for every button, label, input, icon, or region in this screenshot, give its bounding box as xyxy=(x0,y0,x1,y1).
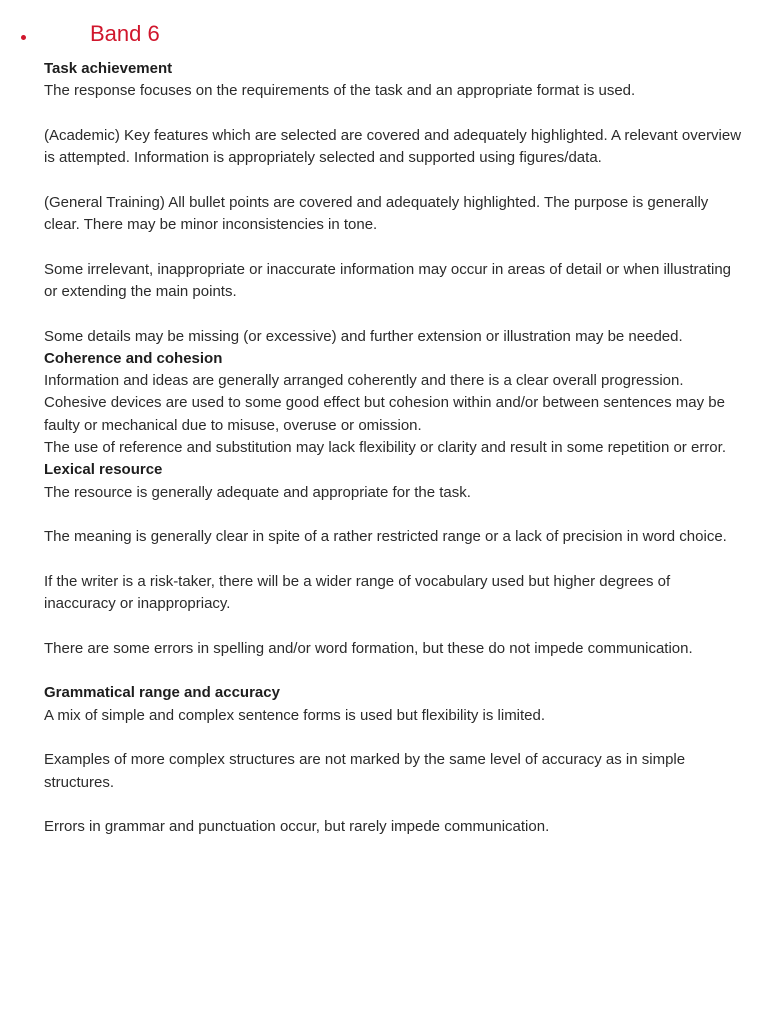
coherence-heading: Coherence and cohesion xyxy=(44,349,223,367)
task-achievement-paragraph: The response focuses on the requirements of the task and an appropriate format is used. xyxy=(44,82,636,100)
lexical-paragraph: The meaning is generally clear in spite of a rather restricted range or a lack of precision in word choice. xyxy=(44,528,727,546)
coherence-paragraph: The use of reference and substitution may lack flexibility or clarity and result in some repetition or error. xyxy=(44,439,726,457)
paragraph-gap xyxy=(44,303,744,325)
bullet-icon xyxy=(21,35,26,40)
band-header xyxy=(0,18,768,50)
paragraph-gap xyxy=(44,615,744,637)
band-title: Band 6 xyxy=(90,21,160,46)
lexical-paragraph: There are some errors in spelling and/or word formation, but these do not impede communication. xyxy=(44,639,693,657)
paragraph-gap xyxy=(44,169,744,191)
grammar-paragraph: A mix of simple and complex sentence forms is used but flexibility is limited. xyxy=(44,706,546,724)
paragraph-gap xyxy=(44,660,744,682)
lexical-paragraph: If the writer is a risk-taker, there will be a wider range of vocabulary used but higher degrees of inaccuracy or inappropriacy. xyxy=(44,572,671,613)
paragraph-gap xyxy=(44,727,744,749)
paragraph-gap xyxy=(44,549,744,571)
lexical-heading: Lexical resource xyxy=(44,461,163,479)
paragraph-gap xyxy=(44,504,744,526)
coherence-paragraph: Cohesive devices are used to some good effect but cohesion within and/or between sentences may be faulty or mechanical due to misuse, overuse or omission. xyxy=(44,394,725,434)
grammar-paragraph: Errors in grammar and punctuation occur, but rarely impede communication. xyxy=(44,818,550,836)
paragraph-gap xyxy=(44,236,744,258)
coherence-paragraph: Information and ideas are generally arranged coherently and there is a clear overall progression. xyxy=(44,372,684,390)
paragraph-gap xyxy=(44,794,744,816)
task-achievement-paragraph: Some details may be missing (or excessive) and further extension or illustration may be needed. xyxy=(44,327,683,345)
grammar-paragraph: Examples of more complex structures are not marked by the same level of accuracy as in simple structures. xyxy=(44,751,686,791)
grammar-heading: Grammatical range and accuracy xyxy=(44,684,280,702)
paragraph-gap xyxy=(44,103,744,125)
task-achievement-heading: Task achievement xyxy=(44,60,173,77)
task-achievement-paragraph: (General Training) All bullet points are covered and adequately highlighted. The purpose is generally clear. There may be minor inconsistencies in tone. xyxy=(44,193,709,234)
descriptor-content xyxy=(44,58,744,838)
lexical-paragraph: The resource is generally adequate and appropriate for the task. xyxy=(44,483,471,501)
task-achievement-paragraph: Some irrelevant, inappropriate or inaccurate information may occur in areas of detail or when illustrating or extending the main points. xyxy=(44,260,732,300)
task-achievement-paragraph: (Academic) Key features which are selected are covered and adequately highlighted. A relevant overview is attempted. Information is appropriately selected and supported using figures/data. xyxy=(44,126,742,167)
